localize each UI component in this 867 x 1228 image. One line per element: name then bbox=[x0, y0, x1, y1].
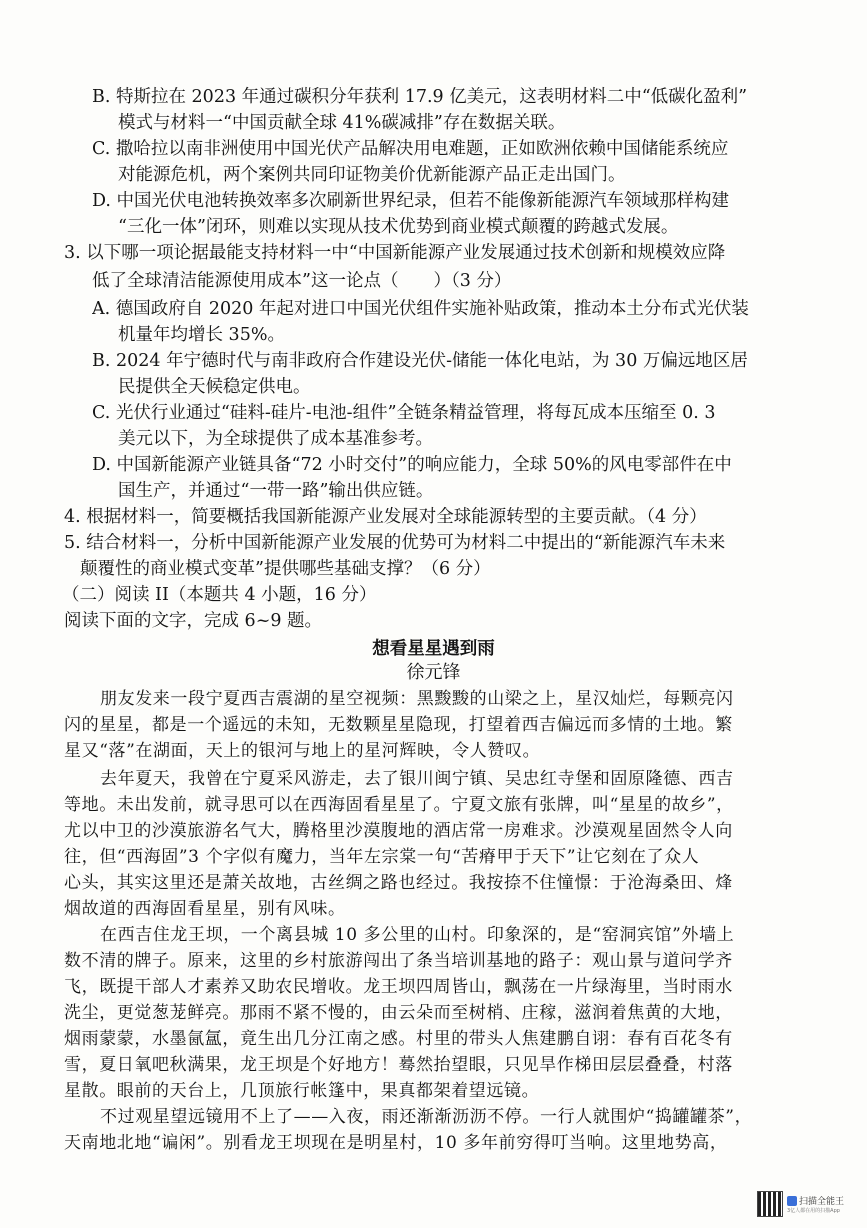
text-line: 美元以下，为全球提供了成本基准参考。 bbox=[118, 429, 433, 449]
text-line: 对能源危机，两个案例共同印证物美价优新能源产品正走出国门。 bbox=[118, 165, 626, 185]
text-line: B. 特斯拉在 2023 年通过碳积分年获利 17.9 亿美元，这表明材料二中“低碳化盈利” bbox=[92, 87, 748, 107]
text-line: （二）阅读 II（本题共 4 小题，16 分） bbox=[62, 585, 377, 605]
article-line: 烟故道的西海固看星星，别有风味。 bbox=[64, 899, 346, 919]
article-line: 等地。未出发前，就寻思可以在西海固看星星了。宁夏文旅有张牌，叫“星星的故乡”， bbox=[64, 795, 734, 815]
article-line: 天南地北地“谝闲”。别看龙王坝现在是明星村，10 多年前穷得叮当响。这里地势高， bbox=[64, 1133, 728, 1153]
article-line: 朋友发来一段宁夏西吉震湖的星空视频：黑黢黢的山梁之上，星汉灿烂，每颗亮闪 bbox=[100, 689, 734, 709]
watermark-subtitle: 3亿人都在用的扫描App bbox=[787, 1208, 840, 1214]
text-line: 国生产，并通过“一带一路”输出供应链。 bbox=[118, 481, 434, 501]
article-line: 心头，其实这里还是萧关故地，古丝绸之路也经过。我按捺不住憧憬：于沧海桑田、烽 bbox=[64, 873, 733, 893]
scanner-logo-icon bbox=[787, 1196, 797, 1206]
text-line: 颠覆性的商业模式变革”提供哪些基础支撑？（6 分） bbox=[80, 559, 491, 579]
article-line: 烟雨蒙蒙，水墨氤氲，竟生出几分江南之感。村里的带头人焦建鹏自诩：春有百花冬有 bbox=[64, 1029, 733, 1049]
text-line: C. 光伏行业通过“硅料-硅片-电池-组件”全链条精益管理，将每瓦成本压缩至 0. 3 bbox=[92, 403, 716, 423]
article-line: 往，但“西海固”3 个字似有魔力，当年左宗棠一句“苦瘠甲于天下”让它刻在了众人 bbox=[64, 847, 700, 867]
article-line: 飞，既提干部人才素养又助农民增收。龙王坝四周皆山，飘荡在一片绿海里，当时雨水 bbox=[64, 977, 733, 997]
text-line: B. 2024 年宁德时代与南非政府合作建设光伏-储能一体化电站，为 30 万偏远地区居 bbox=[92, 351, 748, 371]
article-line: 数不清的牌子。原来，这里的乡村旅游闯出了条当培训基地的路子：观山景与道问学齐 bbox=[64, 951, 733, 971]
text-line: 4. 根据材料一，简要概括我国新能源产业发展对全球能源转型的主要贡献。（4 分） bbox=[64, 507, 707, 527]
article-line: 尤以中卫的沙漠旅游名气大，腾格里沙漠腹地的酒店常一房难求。沙漠观星固然令人向 bbox=[64, 821, 733, 841]
article-line: 闪的星星，都是一个遥远的未知，无数颗星星隐现，打望着西吉偏远而多情的土地。繁 bbox=[64, 715, 733, 735]
text-line: 阅读下面的文字，完成 6~9 题。 bbox=[64, 611, 323, 631]
text-line: 机量年均增长 35%。 bbox=[118, 325, 285, 345]
article-line: 在西吉住龙王坝，一个离县城 10 多公里的山村。印象深的，是“窑洞宾馆”外墙上 bbox=[100, 925, 735, 945]
text-line: D. 中国光伏电池转换效率多次刷新世界纪录，但若不能像新能源汽车领域那样构建 bbox=[92, 191, 730, 211]
text-line: 5. 结合材料一，分析中国新能源产业发展的优势可为材料二中提出的“新能源汽车未来 bbox=[64, 533, 726, 553]
article-line: 雪，夏日氧吧秋满果，龙王坝是个好地方！蓦然抬望眼，只见旱作梯田层层叠叠，村落 bbox=[64, 1055, 733, 1075]
text-line: 3. 以下哪一项论据最能支持材料一中“中国新能源产业发展通过技术创新和规模效应降 bbox=[64, 243, 726, 263]
article-line: 洗尘，更觉葱茏鲜亮。那雨不紧不慢的，由云朵而至树梢、庄稼，滋润着焦黄的大地， bbox=[64, 1003, 733, 1023]
qr-code-icon bbox=[757, 1191, 783, 1217]
text-line: C. 撒哈拉以南非洲使用中国光伏产品解决用电难题，正如欧洲依赖中国储能系统应 bbox=[92, 139, 729, 159]
article-author: 徐元锋 bbox=[406, 662, 461, 683]
scanner-watermark bbox=[757, 1188, 857, 1220]
text-line: 民提供全天候稳定供电。 bbox=[118, 377, 311, 397]
text-line: A. 德国政府自 2020 年起对进口中国光伏组件实施补贴政策，推动本土分布式光伏装 bbox=[92, 299, 749, 319]
text-line: D. 中国新能源产业链具备“72 小时交付”的响应能力，全球 50%的风电零部件在中 bbox=[92, 455, 732, 475]
text-line: 模式与材料一“中国贡献全球 41%碳减排”存在数据关联。 bbox=[118, 113, 566, 133]
article-line: 去年夏天，我曾在宁夏采风游走，去了银川闽宁镇、吴忠红寺堡和固原隆德、西吉 bbox=[100, 769, 734, 789]
article-line: 星散。眼前的天台上，几顶旅行帐篷中，果真都架着望远镜。 bbox=[64, 1081, 540, 1101]
text-line: 低了全球清洁能源使用成本”这一论点（ ）（3 分） bbox=[92, 271, 512, 291]
article-line: 不过观星望远镜用不上了——入夜，雨还渐渐沥沥不停。一行人就围炉“捣罐罐茶”， bbox=[100, 1107, 753, 1127]
article-title: 想看星星遇到雨 bbox=[372, 639, 495, 659]
watermark-title: 扫描全能王 bbox=[799, 1197, 845, 1207]
article-line: 星又“落”在湖面，天上的银河与地上的星河辉映，令人赞叹。 bbox=[64, 741, 541, 761]
text-line: “三化一体”闭环，则难以实现从技术优势到商业模式颠覆的跨越式发展。 bbox=[118, 217, 679, 237]
